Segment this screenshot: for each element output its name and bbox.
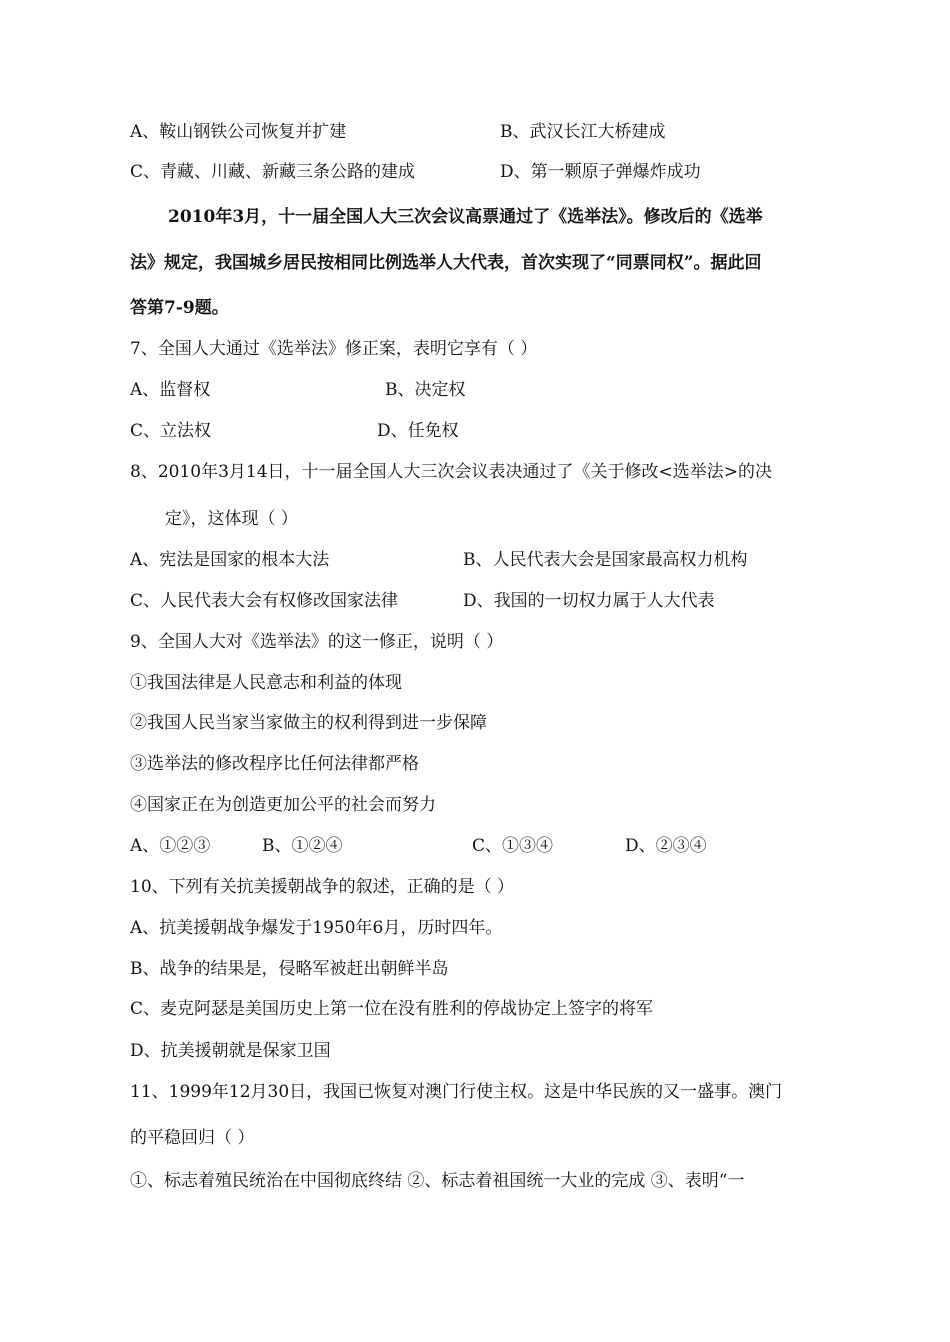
q9-option-b: B、①②④ — [262, 836, 343, 856]
q9-option-d: D、②③④ — [625, 836, 707, 856]
q6-option-b: B、武汉长江大桥建成 — [500, 122, 666, 142]
material-line-2: 法》规定，我国城乡居民按相同比例选举人大代表，首次实现了“同票同权”。据此回 — [130, 253, 762, 273]
q8-option-b: B、人民代表大会是国家最高权力机构 — [463, 550, 748, 570]
q9-option-c: C、①③④ — [472, 836, 554, 856]
q7-option-a: A、监督权 — [130, 380, 211, 400]
q7-stem: 7、全国人大通过《选举法》修正案，表明它享有（ ） — [130, 339, 538, 359]
q6-option-d: D、第一颗原子弹爆炸成功 — [500, 162, 701, 182]
q6-option-c: C、青藏、川藏、新藏三条公路的建成 — [130, 162, 416, 182]
q8-option-c: C、人民代表大会有权修改国家法律 — [130, 591, 399, 611]
q9-item-4: ④国家正在为创造更加公平的社会而努力 — [130, 795, 436, 815]
q9-item-3: ③选举法的修改程序比任何法律都严格 — [130, 754, 419, 774]
q8-option-d: D、我国的一切权力属于人大代表 — [463, 591, 715, 611]
q10-option-c: C、麦克阿瑟是美国历史上第一位在没有胜利的停战协定上签字的将军 — [130, 999, 654, 1019]
q6-option-a: A、鞍山钢铁公司恢复并扩建 — [130, 122, 347, 142]
q10-stem: 10、下列有关抗美援朝战争的叙述，正确的是（ ） — [130, 877, 515, 897]
q11-items: ①、标志着殖民统治在中国彻底终结 ②、标志着祖国统一大业的完成 ③、表明“一 — [130, 1171, 745, 1191]
q11-stem-line-1: 11、1999年12月30日，我国已恢复对澳门行使主权。这是中华民族的又一盛事。澳门 — [130, 1082, 783, 1102]
q9-option-a: A、①②③ — [130, 836, 211, 856]
q11-stem-line-2: 的平稳回归（ ） — [130, 1128, 255, 1148]
q8-option-a: A、宪法是国家的根本大法 — [130, 550, 330, 570]
q8-stem-line-2: 定》，这体现（ ） — [165, 509, 298, 529]
q7-option-d: D、任免权 — [377, 421, 459, 441]
q7-option-b: B、决定权 — [385, 380, 466, 400]
q10-option-a: A、抗美援朝战争爆发于1950年6月，历时四年。 — [130, 918, 503, 938]
material-line-3: 答第7-9题。 — [130, 298, 229, 318]
q10-option-d: D、抗美援朝就是保家卫国 — [130, 1041, 331, 1061]
q10-option-b: B、战争的结果是，侵略军被赶出朝鲜半岛 — [130, 959, 449, 979]
q9-item-2: ②我国人民当家当家做主的权利得到进一步保障 — [130, 713, 487, 733]
q9-stem: 9、全国人大对《选举法》的这一修正，说明（ ） — [130, 632, 504, 652]
material-line-1: 2010年3月，十一届全国人大三次会议高票通过了《选举法》。修改后的《选举 — [168, 207, 763, 227]
q9-item-1: ①我国法律是人民意志和利益的体现 — [130, 673, 402, 693]
q8-stem-line-1: 8、2010年3月14日，十一届全国人大三次会议表决通过了《关于修改<选举法>的决 — [130, 462, 773, 482]
q7-option-c: C、立法权 — [130, 421, 212, 441]
